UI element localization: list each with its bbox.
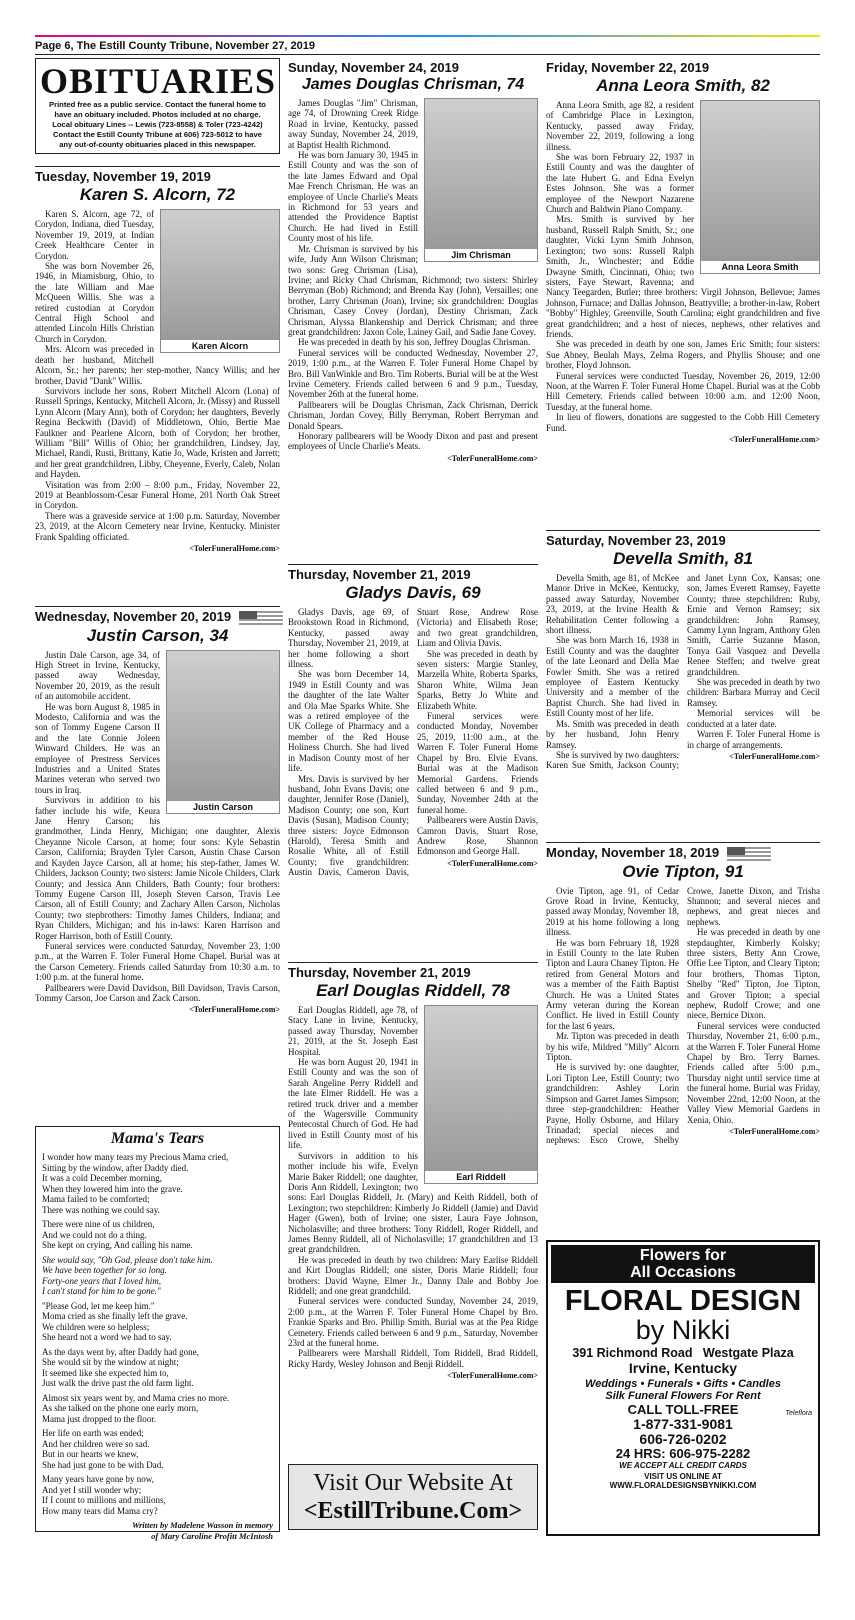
poem-line: "Please God, let me keep him.": [42, 1300, 155, 1311]
poem-line: There were nine of us children,: [42, 1219, 155, 1229]
ad-silk: Silk Funeral Flowers For Rent: [605, 1390, 761, 1402]
obit-source: <TolerFuneralHome.com>: [729, 435, 820, 444]
ad-brand: FLORAL DESIGN: [564, 1285, 802, 1317]
obit-paragraph: Survivors in addition to his father include his wife, Keura Jane Henry Carson; his grandmother, Linda Henry, Michigan; one daughter, Alexis Cheyanne Nicole Carson, at home; four sons: Kyle Sebastin Carson, California; Brayden Tyler Carson, Austin Chase Carson and Kayden Jayce Carson, all at home; his step-father, James W. Childers, Jackson County; two sisters: Jamie Nicole Childers, Clark County; and Jessica Ann Childers, Bath County; four brothers: Tommy Eugene Carson III, Joseph Steven Carson, Travis Lee Carson, all of Estill County; and Zachary Allen Carson, Nicholas County; two stepbrothers: Timothy James Childers, Indiana; and Ryan Childers, Michigan; and his in-laws: Karen Harrison and Roger Harrison, both of Estill County.: [35, 795, 280, 941]
website-banner: [288, 1464, 538, 1530]
obit-source: <TolerFuneralHome.com>: [729, 751, 820, 761]
obit-paragraph: Ovie Tipton, age 91, of Cedar Grove Road in Irvine, Kentucky, passed away Monday, November 18, 2019 at his home following a long illness.: [546, 885, 679, 938]
ad-city: Irvine, Kentucky: [628, 1360, 738, 1376]
obit-paragraph: Warren F. Toler Funeral Home is in charge of arrangements.: [687, 729, 820, 750]
obituary-carson: [35, 606, 280, 1126]
obit-paragraph: He was preceded in death by one stepdaughter, Kimberly Kolsky; three sisters, Betty Ann Crowe, Offie Lee Tipton, and Cleary Tipton; four brothers, Thomas Tipton, Shelby "Red" Tipton, Joe Tipton, and Grover Tipton; a special nephew, Rudolf Crowe; and one niece, Bernice Dixon.: [687, 927, 820, 1021]
masthead-title: OBITUARIES: [40, 61, 277, 101]
poem-line: Just walk the drive past the old farm light.: [42, 1378, 194, 1388]
photo-caption: Earl Riddell: [425, 1171, 537, 1183]
portrait-image: [701, 101, 819, 261]
obit-paragraph: James Douglas "Jim" Chrisman, age 74, of Drowning Creek Ridge Road in Irvine, Kentucky, passed away Sunday, November 24, 2019, at Baptist Health Richmond.: [288, 98, 418, 150]
poem-credit-line: Written by Madelene Wasson in memory: [132, 1520, 273, 1530]
obit-paragraph: Justin Dale Carson, age 34, of High Street in Irvine, Kentucky, passed away Wednesday, November 20, 2019, as the result of an automobile accident.: [35, 649, 160, 702]
ad-online: VISIT US ONLINE AT: [644, 1472, 722, 1481]
obit-date: Sunday, November 24, 2019: [288, 60, 460, 75]
poem-line: And yet I still wonder why;: [42, 1484, 142, 1495]
column-1: [35, 58, 280, 1548]
poem-line: She kept on crying, And calling his name.: [42, 1240, 193, 1250]
color-bar: [35, 35, 820, 37]
obit-photo: [424, 1005, 538, 1184]
running-head: Page 6, The Estill County Tribune, November 27, 2019: [35, 40, 315, 52]
poem-line: It was a cold December morning,: [42, 1173, 162, 1183]
rule: [35, 54, 820, 55]
poem-line: I wonder how many tears my Precious Mama cried,: [42, 1152, 229, 1162]
obit-photo: [160, 209, 280, 353]
obit-source: <TolerFuneralHome.com>: [189, 544, 280, 553]
obit-source: <TolerFuneralHome.com>: [447, 858, 538, 868]
poem-line: Almost six years went by, and Mama cries no more.: [42, 1392, 230, 1403]
obit-paragraph: Funeral services were conducted Tuesday, November 26, 2019, 12:00 Noon, at the Warren F. Toler Funeral Home Chapel. Burial was at the Cobb Hill Cemetery. Friends called between 10:00 a.m. and 12:00 Noon, Tuesday, at the funeral home.: [546, 370, 820, 412]
obit-name: Gladys Davis, 69: [345, 583, 481, 602]
obituary-riddell: [288, 962, 538, 1462]
website-line: Visit Our Website At: [313, 1470, 513, 1496]
obit-paragraph: Mr. Chrisman is survived by his wife, Judy Ann Wilson Chrisman; two sons: Greg Chrisman (Lisa), Irvine; and Ricky Chad Chrisman, Richmond; two sisters: Shirley Berryman (Bob) Richmond; and Brenda Kay (John), Versailles; one brother, Larry Chrisman (Joan), Irvine; six grandchildren: Douglas Chrisman, Casey Covey (Jordan), Destiny Chrisman, Zack Chrisman, Alyssa Blankenship and Derrick Chrisman; and three great grandchildren: Jaxon Cole, Lainey Gail, and Sadie Jane Covey.: [288, 243, 538, 337]
obituary-alcorn: [35, 166, 280, 606]
poem-credit-line: of Mary Caroline Profitt McIntosh: [151, 1530, 273, 1541]
obit-paragraph: Karen S. Alcorn, age 72, of Corydon, Indiana, died Tuesday, November 19, 2019, at Indian Creek Healthcare Center in Corydon.: [35, 209, 154, 261]
website-link[interactable]: <EstillTribune.Com>: [303, 1498, 523, 1524]
obit-paragraph: Pallbearers were David Davidson, Bill Davidson, Travis Carson, Tommy Carson, Joe Carson and Zack Carson.: [35, 982, 280, 1003]
obit-paragraph: Anna Leora Smith, age 82, a resident of Cambridge Place in Lexington, Kentucky, passed away Friday, November 22, 2019, following a long illness.: [546, 100, 694, 152]
obituary-chrisman: [288, 58, 538, 564]
poem-line: I can't stand for him to be gone.": [42, 1286, 161, 1296]
poem-line: Moma cried as she finally left the grave.: [42, 1311, 188, 1321]
poem-line: She had just gone to be with Dad.: [42, 1459, 164, 1470]
portrait-image: [167, 651, 279, 801]
poem-line: Many years have gone by now,: [42, 1474, 154, 1484]
poem-line: And we could not do a thing.: [42, 1229, 147, 1240]
teleflora-logo-icon: Teleflora: [785, 1410, 812, 1417]
poem-box: [35, 1126, 280, 1541]
poem-line: If I count to millions and millions,: [42, 1495, 166, 1505]
obit-paragraph: Visitation was from 2:00 – 8:00 p.m., Friday, November 22, 2019 at Beanblossom-Cesar Funeral Home, 201 North Oak Street in Corydon.: [35, 479, 280, 511]
obit-paragraph: Ms. Smith was preceded in death by her husband, John Henry Ramsey.: [546, 718, 679, 750]
obit-paragraph: He was preceded in death by two children: Mary Earlise Riddell and Kirt Douglas Riddell; one sister, Doris Marie Riddell; four brothers: David Wayne, Elmer Jr., Danny Dale and Bobby Joe Riddell; and one great grandchild.: [288, 1254, 538, 1296]
masthead: [35, 58, 280, 154]
florist-ad: [546, 1240, 820, 1536]
poem-line: Her life on earth was ended;: [42, 1428, 144, 1438]
obit-date: [35, 606, 280, 625]
poem-line: Mama failed to be comforted;: [42, 1194, 150, 1204]
obit-date-text: Monday, November 18, 2019: [546, 845, 720, 860]
ad-url[interactable]: WWW.FLORALDESIGNSBYNIKKI.COM: [609, 1481, 757, 1490]
poem-line: Forty-one years that I loved him,: [42, 1275, 161, 1286]
obit-photo: [424, 98, 538, 262]
poem-line: But in our hearts we knew,: [42, 1449, 139, 1459]
ad-phone[interactable]: 1-877-331-9081: [633, 1416, 733, 1432]
obit-date: Saturday, November 23, 2019: [546, 530, 820, 548]
masthead-line: have an obituary included. Photos included at no charge.: [54, 110, 261, 119]
obituary-devella-smith: [546, 530, 820, 842]
column-2: [288, 58, 538, 1548]
obit-paragraph: She was born November 26, 1946, in Miamisburg, Ohio, to the late William and Mae McQueen Willis. She was a retired custodian at Corydon Central High School and attended Lincoln Hills Christian Church in Corydon.: [35, 261, 154, 344]
ad-address-plaza: Westgate Plaza: [702, 1346, 794, 1360]
obit-source: <TolerFuneralHome.com>: [447, 1371, 538, 1381]
ad-banner-line: Flowers for: [639, 1247, 727, 1264]
photo-caption: Jim Chrisman: [425, 249, 537, 261]
poem-line: When they lowered him into the grave.: [42, 1183, 183, 1194]
obit-date-text: Wednesday, November 20, 2019: [35, 609, 232, 624]
obit-source: <TolerFuneralHome.com>: [189, 1005, 280, 1015]
masthead-line: Printed free as a public service. Contact the funeral home to: [49, 100, 266, 109]
obit-date: [546, 842, 820, 861]
poem-line: Mama just dropped to the floor.: [42, 1413, 156, 1424]
obit-paragraph: She was born February 22, 1937 in Estill County and was the daughter of the late Hubert G. and Edna Evelyn Estes Johnson. She was a former employee of the Newport Nazarene Church and Baldwin Piano Company.: [546, 152, 694, 215]
photo-caption: Justin Carson: [167, 801, 279, 813]
obit-paragraph: Mrs. Alcorn was preceded in death her husband, Mitchell Alcorn, Sr.; her parents; her step-mother, Nancy Willis; and her brother, David "Dank" Willis.: [35, 344, 280, 386]
obit-name: Anna Leora Smith, 82: [596, 76, 770, 95]
obit-source: <TolerFuneralHome.com>: [447, 453, 538, 463]
poem-line: She would say, "Oh God, please don't take him.: [42, 1254, 213, 1265]
ad-address-street: 391 Richmond Road: [572, 1346, 693, 1360]
obit-name: Justin Carson, 34: [86, 625, 229, 645]
poem-title: Mama's Tears: [110, 1130, 205, 1147]
obit-paragraph: Survivors in addition to his mother include his wife, Evelyn Marie Baker Riddell; one daughter, Doris Ann Riddell, Lexington; two sons: Earl Douglas Riddell, Jr. (Mary) and Keith Riddell, both of Lexington; two stepchildren: Kimberly Jo Riddell (Jamie) and David Hager (Gwen), both of Irvine; one sister, Laura Faye Johnson, Nicholasville; and three brothers: Tony Riddell, Roger Riddell, and James Benny Riddell, all of Nicholasville; 17 grandchildren and 13 great grandchildren.: [288, 1150, 538, 1255]
obit-date: Tuesday, November 19, 2019: [35, 166, 280, 184]
ad-banner-line: All Occasions: [630, 1264, 736, 1281]
obit-paragraph: Pallbearers were Marshall Riddell, Tom Riddell, Brad Riddell, Ricky Hardy, Wesley Johnson and Benji Riddell.: [288, 1348, 538, 1369]
obit-date: Friday, November 22, 2019: [546, 60, 710, 75]
obit-paragraph: Gladys Davis, age 69, of Brookstown Road in Richmond, Kentucky, passed away Thursday, November 21, 2019, at her home following a short illness.: [288, 607, 409, 670]
obit-paragraph: There was a graveside service at 1:00 p.m. Saturday, November 23, 2019, at the Alcorn Cemetery near Irvine, Kentucky. Minister Frank Spalding officiated.: [35, 510, 280, 542]
obit-paragraph: She was preceded in death by two children: Barbara Murray and Cecil Ramsey.: [687, 677, 820, 708]
portrait-image: [425, 99, 537, 249]
ad-phone[interactable]: 606-726-0202: [639, 1431, 727, 1447]
obit-paragraph: Funeral services were conducted Thursday, November 21, 6:00 p.m., at the Warren F. Toler Funeral Home Chapel by Bro. Terry Barnes. Friends called after 5:00 p.m., Thursday night until service time at the funeral home. Burial was Friday, November 22nd, 12:00 Noon, at the Valley View Memorial Gardens in Xenia, Ohio.: [687, 1020, 820, 1125]
obituary-davis: [288, 564, 538, 962]
obit-paragraph: Mr. Tipton was preceded in death by his wife, Mildred "Milly" Alcorn Tipton.: [546, 1031, 679, 1063]
obit-source: <TolerFuneralHome.com>: [729, 1126, 820, 1136]
obituary-anna-smith: [546, 58, 820, 530]
obit-paragraph: Pallbearers were Austin Davis, Camron Davis, Stuart Rose, Andrew Rose, Shannon Edmonson and George Hall.: [417, 815, 538, 857]
obit-name: James Douglas Chrisman, 74: [301, 76, 525, 93]
obit-paragraph: She is survived by two daughters: Karen Sue Smith, Jackson County; and Janet Lynn Cox, Kansas; one son, James Everett Ramsey, Fayette County; three stepchildren: Ruby, Ernie and Vernon Ramsey; six grandchildren: John Ramsey, Cammy Lynn Ingram, Anthony Glen Smith, Carrie Suzanne Mason, Tonya Gail Vasquez and Devella Renee Steffen; and twelve great grandchildren.: [546, 573, 820, 771]
flag-icon: [727, 847, 771, 861]
obit-date: Thursday, November 21, 2019: [288, 564, 538, 582]
flag-icon: [239, 611, 283, 625]
obit-paragraph: Funeral services were conducted Saturday, November 23, 1:00 p.m., at the Warren F. Toler Funeral Home Chapel. Burial was at the Carson Cemetery. Friends called Saturday from 10:30 a.m. to 1:00 p.m. at the funeral home.: [35, 940, 280, 983]
column-3: [546, 58, 820, 1548]
masthead-line: Local obituary Lines -- Lewis (723-8558) & Toler (723-4242): [52, 120, 263, 129]
poem-line: And her children were so sad.: [42, 1438, 150, 1449]
obit-paragraph: Honorary pallbearers will be Woody Dixon and past and present employees of Uncle Charlie's Meats.: [288, 431, 538, 452]
obit-paragraph: Memorial services will be conducted at a later date.: [687, 708, 820, 729]
portrait-image: [425, 1006, 537, 1171]
obit-paragraph: Survivors include her sons, Robert Mitchell Alcorn (Lona) of Russell Springs, Kentucky, Mitchell Alcorn, Jr. (Missy) and Russell Lynn Alcorn (Mary Ann), both of Corydon; her daughters, Beverly Regina Beckwith (David) of Middletown, Ohio, Bertie Mae Faulkner and Pearlene Alcorn, both of Corydon; her brother, William "Bill" Willis of Ohio; her grandchildren, Lindsey, Jay, Michael, Randi, Rusti, Brittany, Katie Jo, Wade, Kristen and Jarrett; and her great grandchildren, Libby, Cheyenne, Everly, Caleb, Nolan and Hayden.: [35, 385, 280, 480]
obit-photo: [166, 650, 280, 814]
obit-paragraph: He was born February 18, 1928 in Estill County to the late Ruben Tipton and Laura Chaney Tipton. He retired from General Motors and was a member of the Faith Baptist Church. He was a United States Army veteran during the Korean Conflict. He lived in Estill County for the last 6 years.: [546, 937, 679, 1031]
poem-line: She heard not a word we had to say.: [42, 1332, 172, 1342]
poem-line: There was nothing we could say.: [42, 1204, 160, 1215]
obit-paragraph: He was born August 8, 1985 in Modesto, California and was the son of Tommy Eugene Carson II and the late Connie Joleen Winward Childers. He was an employee of Prestress Services Industries and a United States Marines veteran who served two tours in Iraq.: [35, 701, 160, 795]
poem-line: How many tears did Mama cry?: [42, 1505, 158, 1516]
ad-cards: WE ACCEPT ALL CREDIT CARDS: [619, 1461, 747, 1470]
obit-paragraph: He was born August 20, 1941 in Estill County and was the son of Sarah Angeline Perry Riddell and the late Elmer Riddell. He was a retired truck driver and a member of the Wagersville Community Pentecostal Church of God. He had lived in Estill County most of his life.: [288, 1057, 418, 1151]
masthead-line: any out-of-county obituaries placed in this newspaper.: [59, 140, 256, 149]
obit-paragraph: Pallbearers will be Douglas Chrisman, Zack Chrisman, Derrick Chrisman, Jordan Covey, Billy Berryman, Robert Berryman and Donald Spears.: [288, 399, 538, 431]
obit-paragraph: Mrs. Davis is survived by her husband, John Evans Davis; one daughter, Jennifer Rose (Daniel), Madison County; one son, Kurt Davis (Susan), Madison County; three sisters: Joyce Edmonson (Harold), Teresa Smith and Rosalie White, all of Estill County; five grandchildren: Austin Davis, Cameron Davis, Stuart Rose, Andrew Rose (Victoria) and Elisabeth Rose; and two great grandchildren, Liam and Olivia Davis.: [288, 607, 538, 878]
poem-line: As the days went by, after Daddy had gone,: [42, 1346, 199, 1357]
obit-paragraph: He was preceded in death by his son, Jeffrey Douglas Chrisman.: [298, 337, 531, 348]
obit-paragraph: She was born December 14, 1949 in Estill County and was the daughter of the late Walter and Ola Mae Sparks White. She was a retired employee of the UK College of Pharmacy and a member of the Red House Holiness Church. She had lived in Madison County most of her life.: [288, 669, 409, 774]
ad-address: [548, 1346, 818, 1360]
obit-paragraph: Mrs. Smith is survived by her husband, Russell Ralph Smith, Sr.; one daughter, Vicki Lynn Smith Johnson, Lexington; two sons: Russell Ralph Smith, Jr., Winchester; and Eddie Dwayne Smith, Cincinnati, Ohio; two sisters, Faye Stewart, Ravenna; and Nancy Teegarden, Butler; three brothers: Virgil Johnson, Bellevue; James Johnson, Furnace; and Dallas Johnson, Beattyville; a brother-in-law, Robert "Bobby" Highley, Greenville, South Carolina; eight grandchildren and five great grandchildren; and a host of nieces, nephews, other relatives and friends.: [546, 214, 820, 339]
poem-line: It seemed like she expected him to,: [42, 1367, 169, 1378]
poem-line: As she talked on the phone one early morn,: [42, 1403, 199, 1413]
ad-services: Weddings • Funerals • Gifts • Candles: [585, 1378, 781, 1390]
ad-brand-sub: by Nikki: [635, 1315, 731, 1345]
obit-paragraph: Devella Smith, age 81, of McKee Manor Drive in McKee, Kentucky, passed away Saturday, November 23, 2019, at the Irvine Health & Rehabilitation Center following a short illness.: [546, 573, 679, 636]
obit-name: Ovie Tipton, 91: [622, 861, 744, 881]
obit-paragraph: Earl Douglas Riddell, age 78, of Stacy Lane in Irvine, Kentucky, passed away Thursday, November 21, 2019, at the St. Joseph East Hospital.: [288, 1005, 418, 1057]
obit-paragraph: Funeral services will be conducted Wednesday, November 27, 2019, 1:00 p.m., at the Warren F. Toler Funeral Home Chapel by Bro. Bill VanWinkle and Bro. Tim Roberts. Burial will be at the West Irvine Cemetery. Friends called between 6 and 9 p.m., Tuesday, November 26th at the funeral home.: [288, 347, 538, 400]
obit-paragraph: She was preceded in death by seven sisters: Margie Stanley, Marzella White, Roberta Sparks, Sharon White, Wilma Jean Sparks, Betty Jo White and Elizabeth White.: [417, 648, 538, 711]
obituary-tipton: [546, 842, 820, 1240]
obit-paragraph: In lieu of flowers, donations are suggested to the Cobb Hill Cemetery Fund.: [546, 412, 820, 433]
photo-caption: Karen Alcorn: [161, 340, 279, 352]
obit-paragraph: He was born January 30, 1945 in Estill County and was the son of the late James Edward and Opal Mae French Chrisman. He was an employee of Uncle Charlie's Meats in Richmond for 53 years and attended the Providence Baptist Church. He had lived in Estill County most of his life.: [288, 150, 418, 244]
ad-hours: 24 HRS: 606-975-2282: [615, 1446, 751, 1461]
obit-paragraph: He is survived by: one daughter, Lori Tipton Lee, Estill County; two grandchildren: Ashley Lorin Simpson and Garret James Simpson; three step-grandchildren: Heather Payne, Holly Osborne, and Hilary Trinadad; special nieces and nephews: Esco Crowe, Shelby Crowe, Janette Dixon, and Trisha Shannon; and several nieces and nephews, and great nieces and nephews.: [546, 885, 820, 1146]
poem-line: We children were so helpless;: [42, 1321, 150, 1332]
obit-name: Karen S. Alcorn, 72: [79, 185, 236, 204]
obit-paragraph: She was preceded in death by one son, James Eric Smith; four sisters: Sue Abney, Beulah Mays, Zelma Rogers, and Phyllis Shouse; and one brother, Floyd Johnson.: [546, 339, 820, 371]
obit-photo: [700, 100, 820, 274]
poem-line: Sitting by the window, after Daddy died.: [42, 1162, 189, 1173]
obit-paragraph: She was born March 16, 1938 in Estill County and was the daughter of the late Leonard and Della Mae Fowler Smith. She was a retired employee of Eastern Kentucky University and a member of the Baptist Church. She had lived in Estill County most of her life.: [546, 635, 679, 719]
portrait-image: [161, 210, 279, 340]
photo-caption: Anna Leora Smith: [701, 261, 819, 273]
obit-paragraph: Funeral services were conducted Monday, November 25, 2019, 11:00 a.m., at the Warren F. Toler Funeral Home Chapel by Bro. Elvie Evans. Burial was at the Madison Memorial Gardens. Friends called between 6 and 9 p.m., Sunday, November 24th at the funeral home.: [417, 711, 538, 815]
poem-line: She would sit by the window at night;: [42, 1357, 179, 1367]
poem-credit: [42, 1520, 273, 1541]
masthead-line: Contact the Estill County Tribune at 606) 723-5012 to have: [53, 130, 262, 139]
ad-call: CALL TOLL-FREE: [627, 1402, 739, 1417]
poem-body: [42, 1152, 273, 1541]
obit-name: Earl Douglas Riddell, 78: [316, 981, 510, 1000]
poem-line: We have been together for so long.: [42, 1265, 167, 1275]
obit-date: Thursday, November 21, 2019: [288, 962, 538, 980]
obit-paragraph: Funeral services were conducted Sunday, November 24, 2019, 2:00 p.m., at the Warren F. Toler Funeral Home Chapel by Bro. Frankie Sparks and Bro. Phillip Smith. Burial was at the Pea Ridge Cemetery. Friends called between 6 and 9 p.m., Saturday, November 23rd at the funeral home.: [288, 1296, 538, 1348]
obit-name: Devella Smith, 81: [613, 549, 753, 568]
ad-banner: [551, 1245, 815, 1283]
